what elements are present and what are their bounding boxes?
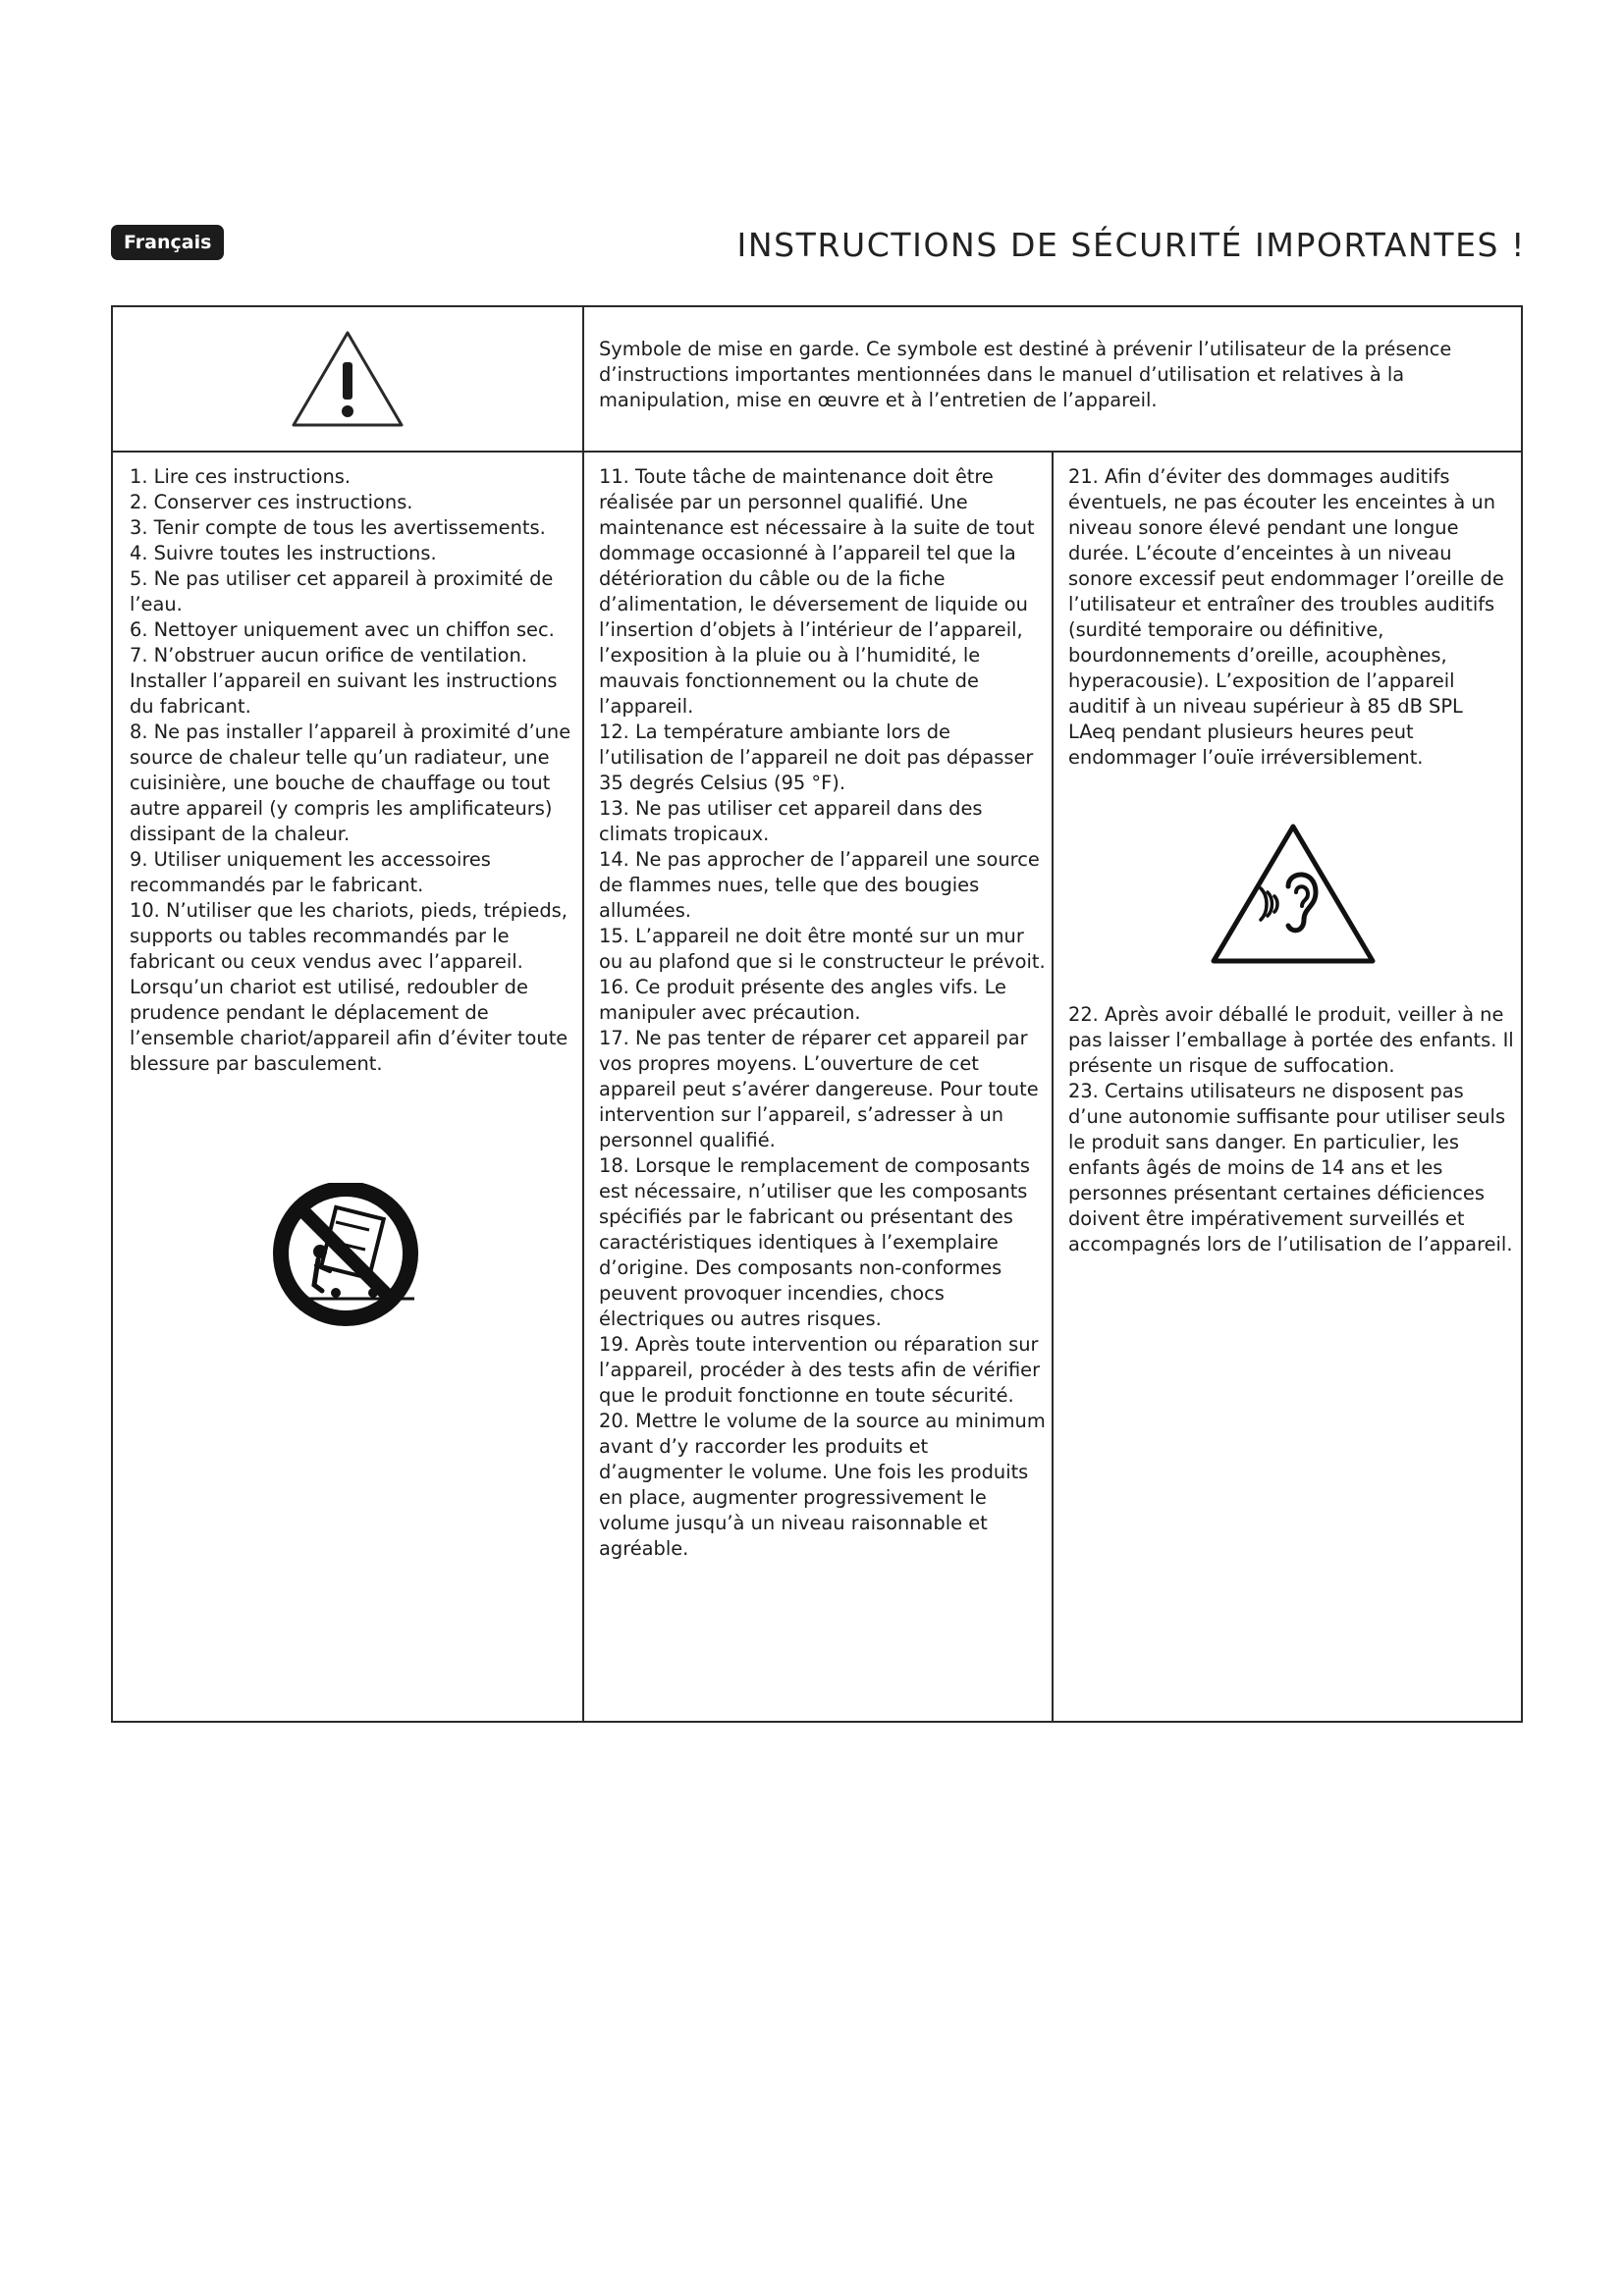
- instruction-item: 20. Mettre le volume de la source au minimum avant d’y raccorder les produits et d’augmenter le volume. Une fois les produits en place, augmenter progressivement le volume jusqu’à un niveau raisonnable et agréable.: [599, 1410, 1046, 1560]
- instruction-item: 22. Après avoir déballé le produit, veiller à ne pas laisser l’emballage à portée des enfants. Il présente un risque de suffocation.: [1068, 1003, 1514, 1077]
- safety-instructions-table: [111, 305, 1523, 1723]
- column-divider: [1052, 451, 1054, 1721]
- instruction-item: 9. Utiliser uniquement les accessoires recommandés par le fabricant.: [130, 848, 491, 896]
- instructions-column-2: [599, 464, 1051, 1562]
- column-divider: [582, 307, 584, 1721]
- instruction-item: 19. Après toute intervention ou réparation sur l’appareil, procéder à des tests afin de vérifier que le produit fonctionne en toute sécurité.: [599, 1333, 1041, 1407]
- instruction-item: 3. Tenir compte de tous les avertissements.: [130, 516, 546, 539]
- instruction-item: 1. Lire ces instructions.: [130, 465, 352, 488]
- instruction-item: 10. N’utiliser que les chariots, pieds, trépieds, supports ou tables recommandés par le fabricant ou ceux vendus avec l’appareil. Lorsqu’un chariot est utilisé, redoubler de prudence pendant le déplacement de l’ensemble chariot/appareil afin d’éviter toute blessure par basculement.: [130, 899, 568, 1075]
- instruction-item: 16. Ce produit présente des angles vifs. Le manipuler avec précaution.: [599, 976, 1006, 1024]
- instruction-item: 4. Suivre toutes les instructions.: [130, 542, 437, 564]
- warning-symbol-cell: [113, 307, 582, 451]
- cart-tip-over-warning-icon: [267, 1183, 428, 1328]
- instruction-item: 21. Afin d’éviter des dommages auditifs éventuels, ne pas écouter les enceintes à un niveau sonore élevé pendant une longue durée. L’écoute d’enceintes à un niveau sonore excessif peut endommager l’oreille de l’utilisateur et entraîner des troubles auditifs (surdité temporaire ou définitive, bourdonnements d’oreille, acouphènes, hyperacousie). L’exposition de l’appareil auditif à un niveau supérieur à 85 dB SPL LAeq pendant plusieurs heures peut endommager l’ouïe irréversiblement.: [1068, 465, 1504, 769]
- hearing-damage-warning-icon: [1210, 822, 1377, 966]
- instruction-item: 18. Lorsque le remplacement de composants est nécessaire, n’utiliser que les composants spécifiés par le fabricant ou présentant des caractéristiques identiques à l’exemplaire d’origine. Des composants non-conformes peuvent provoquer incendies, chocs électriques ou autres risques.: [599, 1154, 1030, 1330]
- instruction-item: 15. L’appareil ne doit être monté sur un mur ou au plafond que si le constructeur le prévoit.: [599, 925, 1046, 973]
- warning-triangle-icon: [290, 329, 406, 429]
- instruction-item: 23. Certains utilisateurs ne disposent pas d’une autonomie suffisante pour utiliser seuls le produit sans danger. En particulier, les enfants âgés de moins de 14 ans et les personnes présentant certaines déficiences doivent être impérativement surveillés et accompagnés lors de l’utilisation de l’appareil.: [1068, 1080, 1513, 1255]
- page-title: INSTRUCTIONS DE SÉCURITÉ IMPORTANTES !: [736, 226, 1526, 264]
- instruction-item: 13. Ne pas utiliser cet appareil dans des climats tropicaux.: [599, 797, 983, 845]
- row-divider: [113, 451, 1521, 453]
- instruction-item: 11. Toute tâche de maintenance doit être réalisée par un personnel qualifié. Une maintenance est nécessaire à la suite de tout dommage occasionné à l’appareil tel que la détérioration du câble ou de la fiche d’alimentation, le déversement de liquide ou l’insertion d’objets à l’intérieur de l’appareil, l’exposition à la pluie ou à l’humidité, le mauvais fonctionnement ou la chute de l’appareil.: [599, 465, 1035, 718]
- instruction-item: 14. Ne pas approcher de l’appareil une source de flammes nues, telle que des bougies allumées.: [599, 848, 1040, 922]
- instruction-item: 6. Nettoyer uniquement avec un chiffon sec.: [130, 618, 555, 641]
- instruction-item: 2. Conserver ces instructions.: [130, 491, 413, 513]
- instruction-item: 12. La température ambiante lors de l’utilisation de l’appareil ne doit pas dépasser 35 degrés Celsius (95 °F).: [599, 721, 1034, 794]
- instruction-item: 5. Ne pas utiliser cet appareil à proximité de l’eau.: [130, 567, 554, 615]
- instructions-column-1: [130, 464, 573, 1077]
- warning-symbol-description: Symbole de mise en garde. Ce symbole est destiné à prévenir l’utilisateur de la présence d’instructions importantes mentionnées dans le manuel d’utilisation et relatives à la manipulation, mise en œuvre et à l’entretien de l’appareil.: [599, 338, 1452, 411]
- instructions-column-3: [1068, 464, 1515, 771]
- language-badge: Français: [111, 225, 224, 260]
- instruction-item: 8. Ne pas installer l’appareil à proximité d’une source de chaleur telle qu’un radiateur, une cuisinière, une bouche de chauffage ou tout autre appareil (y compris les amplificateurs) dissipant de la chaleur.: [130, 721, 571, 845]
- instruction-item: 7. N’obstruer aucun orifice de ventilation. Installer l’appareil en suivant les instructions du fabricant.: [130, 644, 558, 718]
- instructions-column-3-continued: [1068, 1002, 1515, 1257]
- instruction-item: 17. Ne pas tenter de réparer cet appareil par vos propres moyens. L’ouverture de cet appareil peut s’avérer dangereuse. Pour toute intervention sur l’appareil, s’adresser à un personnel qualifié.: [599, 1027, 1039, 1151]
